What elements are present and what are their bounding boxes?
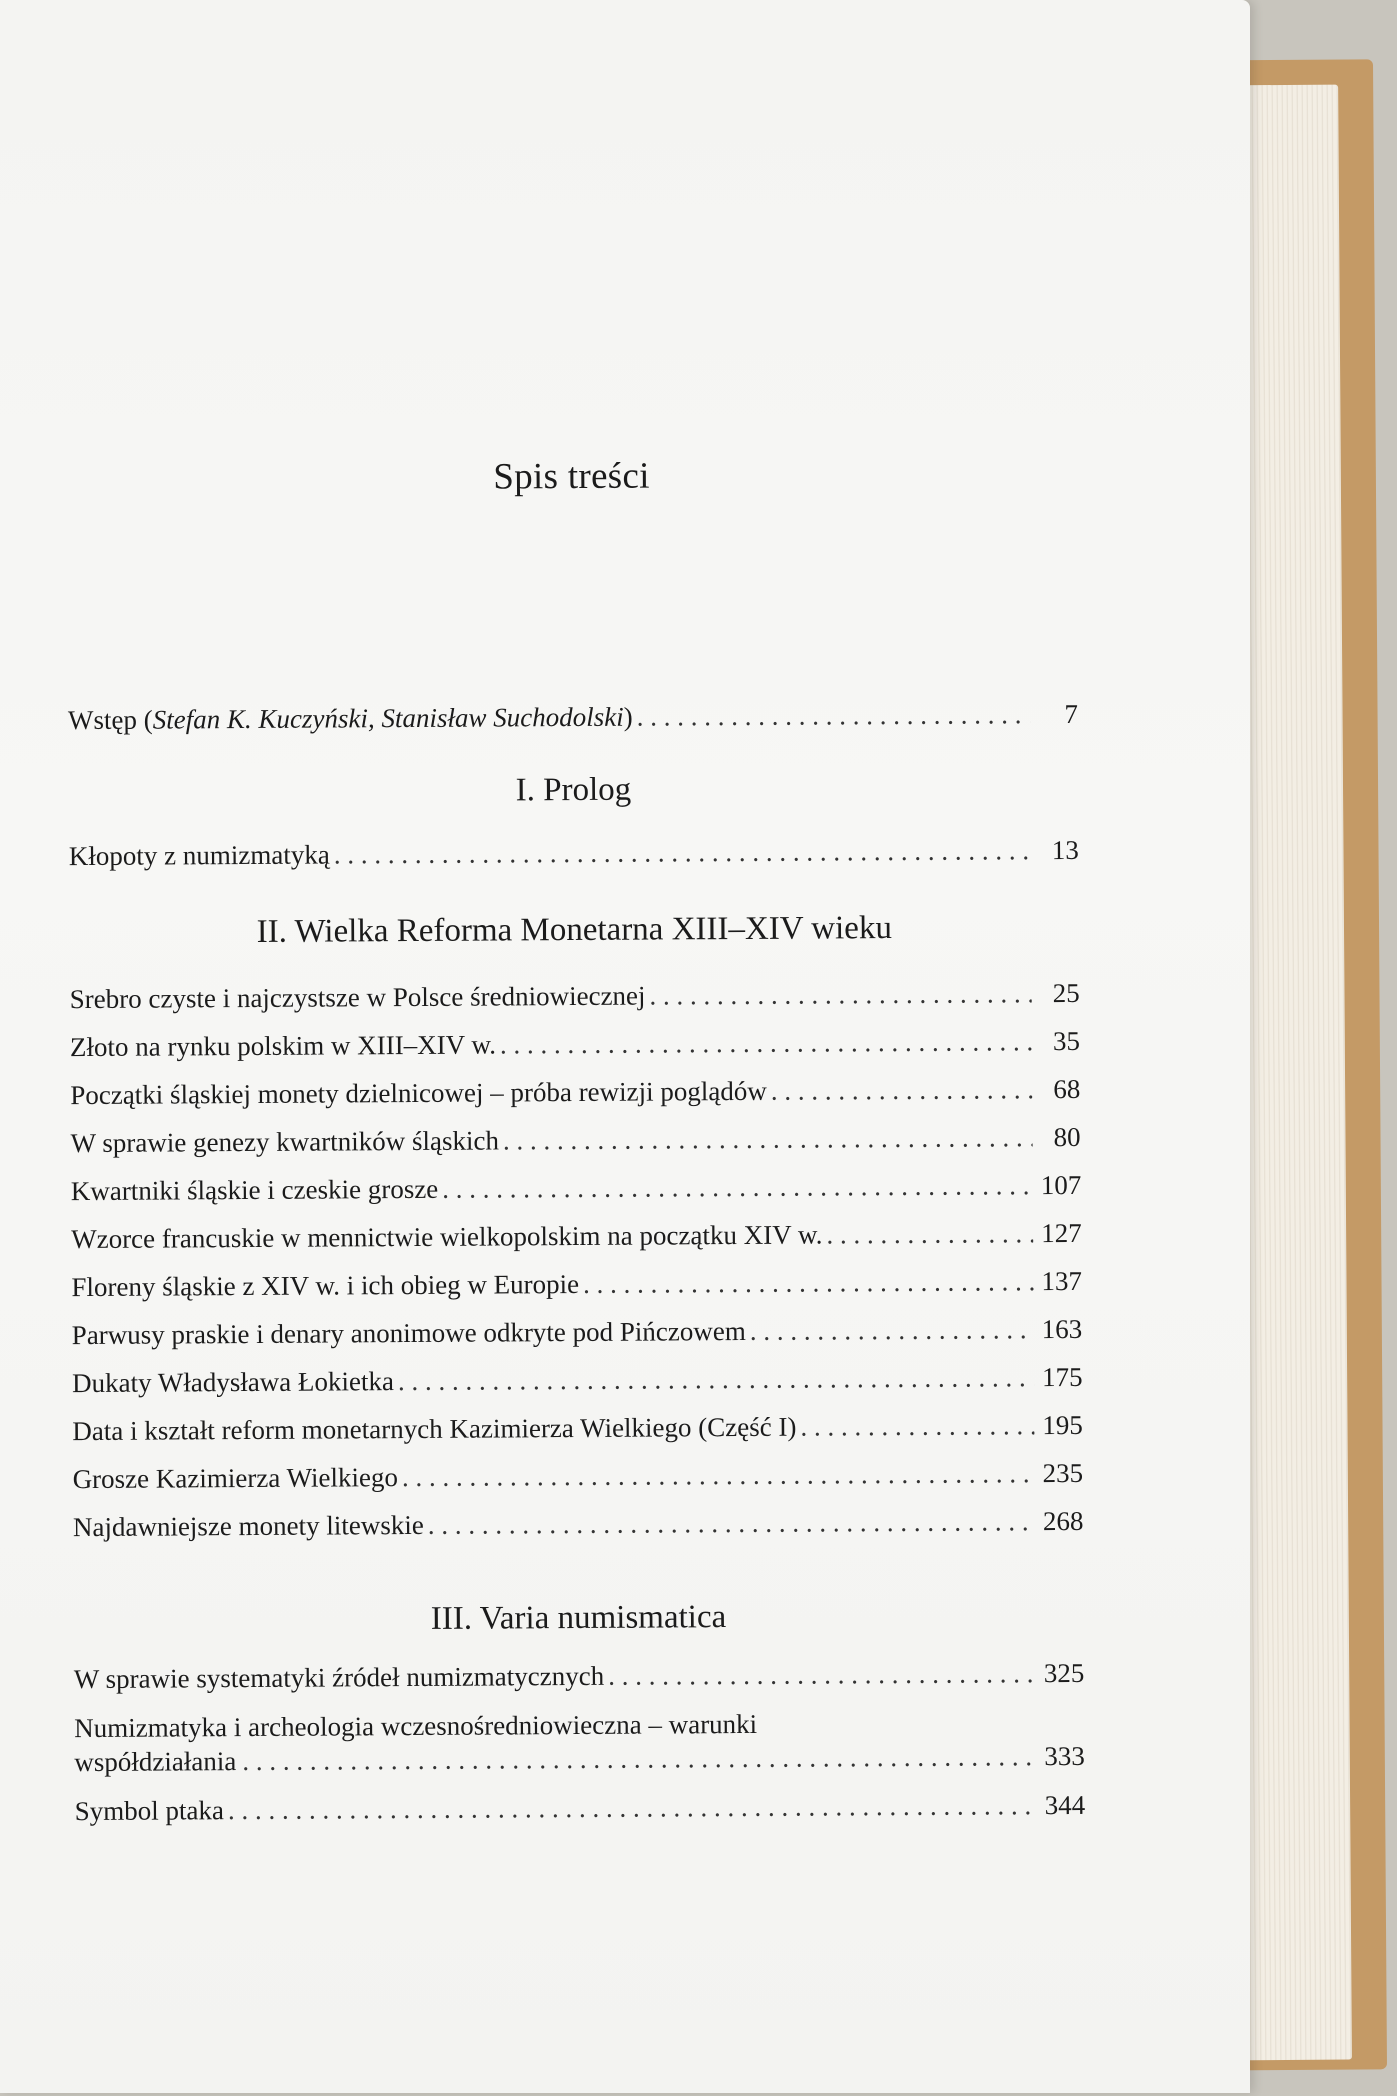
leader-dots [442,1168,1033,1206]
leader-dots [242,1739,1036,1778]
section-heading-reforma: II. Wielka Reforma Monetarna XIII–XIV wieku [256,910,893,950]
toc-entry [75,1788,1085,1828]
page-number: 235 [1042,1457,1084,1489]
toc-entry [72,1312,1082,1352]
entry-title-line1: Numizmatyka i archeologia wczesnośredniowieczna – warunki [74,1708,758,1744]
toc-entry [70,976,1080,1016]
leader-dots [800,1408,1034,1443]
toc-entry [71,1168,1081,1208]
entry-title: Data i kształt reform monetarnych Kazimierza Wielkiego (Część I) [72,1411,797,1447]
leader-dots [428,1504,1035,1542]
page-number: 107 [1040,1169,1082,1201]
entry-title: Srebro czyste i najczystsze w Polsce średniowiecznej [69,980,646,1015]
page-number: 80 [1053,1121,1081,1153]
entry-title: Grosze Kazimierza Wielkiego [72,1462,398,1495]
section-heading-varia: III. Varia numismatica [430,1599,727,1637]
page-number: 344 [1044,1789,1086,1821]
page-number: 7 [1064,698,1079,730]
page-number: 35 [1052,1025,1081,1057]
toc-entry-intro [68,697,1078,737]
toc-entry [70,1024,1080,1064]
page-number: 13 [1051,834,1079,866]
entry-title: Najdawniejsze monety litewskie [72,1509,424,1543]
section-heading-prolog: I. Prolog [515,771,632,809]
page-number: 127 [1041,1217,1082,1249]
entry-title: Parwusy praskie i denary anonimowe odkryte pod Pińczowem [71,1315,746,1351]
entry-title: Dukaty Władysława Łokietka [71,1366,395,1399]
toc-entry [70,1120,1080,1160]
page-number: 195 [1042,1409,1083,1441]
page-number: 268 [1042,1505,1084,1537]
toc-entry [73,1504,1083,1544]
entry-title-line2: współdziałania [74,1746,237,1778]
entry-title: Wzorce francuskie w mennictwie wielkopolskim na początku XIV w. [71,1219,823,1255]
toc-entry [71,1216,1081,1256]
table-of-contents [64,0,1087,2096]
toc-entry [73,1456,1083,1496]
toc-entry [70,1072,1080,1112]
leader-dots [228,1788,1037,1827]
leader-dots [649,976,1031,1012]
page-number: 333 [1044,1740,1085,1772]
leader-dots [637,697,1030,733]
entry-title: W sprawie systematyki źródeł numizmatycznych [73,1660,605,1695]
page-number: 325 [1043,1657,1085,1689]
toc-entry [72,1360,1082,1400]
leader-dots [500,1024,1032,1061]
leader-dots [583,1264,1034,1301]
entry-title: Symbol ptaka [74,1795,224,1827]
leader-dots [334,833,1031,871]
page-title: Spis treści [493,455,650,498]
toc-entry [72,1408,1082,1448]
entry-title: Floreny śląskie z XIV w. i ich obieg w Europie [71,1268,580,1303]
toc-entry [74,1705,1084,1779]
page-number: 68 [1053,1073,1081,1105]
toc-entry [74,1656,1084,1696]
leader-dots [398,1360,1034,1398]
entry-title: Złoto na rynku polskim w XIII–XIV w. [69,1029,497,1063]
entry-title: W sprawie genezy kwartników śląskich [70,1125,500,1159]
leader-dots [608,1656,1036,1693]
page-number: 163 [1041,1313,1083,1345]
page-number: 175 [1041,1361,1083,1393]
toc-entry [69,833,1079,873]
entry-title: Początki śląskiej monety dzielnicowej – próba rewizji poglądów [70,1075,767,1111]
leader-dots [771,1072,1033,1108]
leader-dots [402,1456,1035,1494]
leader-dots [826,1216,1033,1251]
toc-entry [71,1264,1081,1304]
leader-dots [503,1120,1033,1157]
leader-dots [750,1312,1034,1348]
page-number: 137 [1041,1265,1083,1297]
page-number: 25 [1052,977,1080,1009]
entry-title: Kłopoty z numizmatyką [68,839,330,872]
entry-title: Kwartniki śląskie i czeskie grosze [70,1173,439,1207]
entry-title: Wstęp (Stefan K. Kuczyński, Stanisław Suchodolski) [67,701,633,736]
